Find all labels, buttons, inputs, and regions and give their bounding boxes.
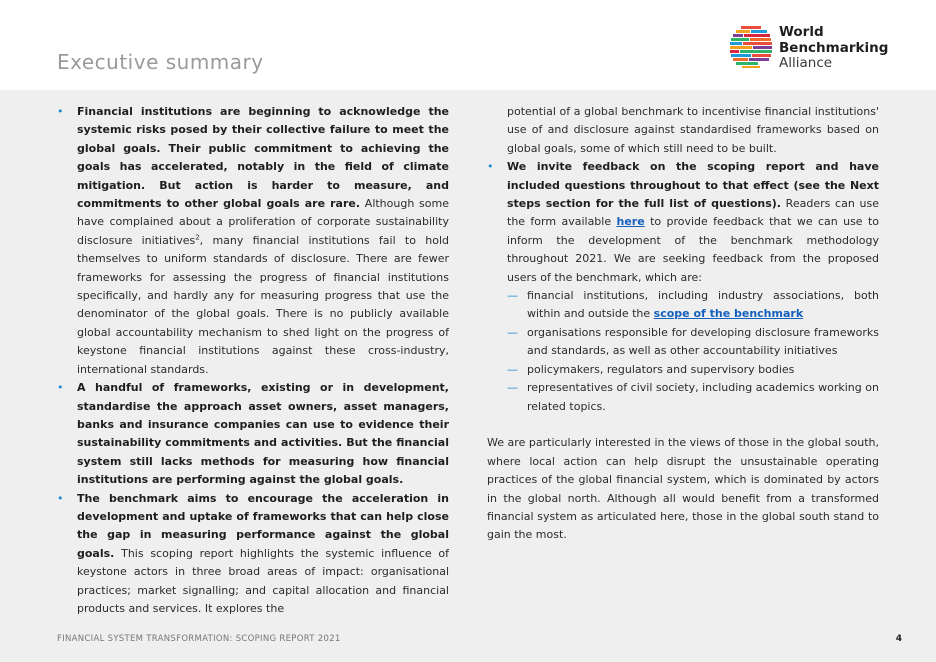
right-column xyxy=(487,103,879,545)
bullet-invite-feedback xyxy=(487,158,879,416)
bullet4-bold: We invite feedback on the scoping report and have included questions throughout to that effect (see the Next steps section for the full list of questions). xyxy=(507,160,879,211)
logo-line-world: World xyxy=(779,24,824,40)
scope-of-benchmark-link[interactable]: scope of the benchmark xyxy=(653,307,804,321)
summary-bullet-list xyxy=(57,103,449,618)
bullet3-text: This scoping report highlights the systemic influence of keystone actors in three broad areas of impact: organisational practices; market signalling; and capital allocation and financial products and services. It explores the xyxy=(77,546,449,615)
bullet-handful-of-frameworks xyxy=(57,379,449,489)
wba-wordmark xyxy=(779,25,888,72)
bullet4-text-b: to provide feedback that we can use to inform the development of the benchmark methodology throughout 2021. We are seeking feedback from the proposed users of the benchmark, which are: xyxy=(507,215,879,284)
bullet4-text-a: Readers can use the form available xyxy=(507,197,879,229)
footer-report-title: FINANCIAL SYSTEM TRANSFORMATION: SCOPING REPORT 2021 xyxy=(57,634,341,644)
dash-item-civil-society: — representatives of civil society, including academics working on related topics. xyxy=(507,379,879,416)
dash-item-financial-institutions xyxy=(507,287,879,324)
bullet2-bold: A handful of frameworks, existing or in development, standardise the approach asset owners, asset managers, banks and insurance companies can use to evidence their sustainability commitments and activities. But the financial system still lacks methods for measuring how financial institutions are performing against the global goals. xyxy=(77,381,449,487)
dash1-text: financial institutions, including industry associations, both within and outside the xyxy=(527,289,879,321)
bullet-benchmark-aims xyxy=(57,490,449,619)
bullet3-continuation: potential of a global benchmark to incentivise financial institutions' use of and disclosure against standardised frameworks based on global goals, some of which still need to be built. xyxy=(507,105,879,155)
left-column xyxy=(57,103,449,618)
global-south-paragraph: We are particularly interested in the views of those in the global south, where local action can help disrupt the unsustainable operating practices of the global financial system, which is dominated by actors in the global north. Although all would benefit from a transformed financial system as articulated here, those in the global south stand to gain the most. xyxy=(487,436,879,542)
dash-item-organisations: — organisations responsible for developing disclosure frameworks and standards, as well as other accountability initiatives xyxy=(507,324,879,361)
bullet1-text-b: , many financial institutions fail to hold themselves to uniform standards of disclosure. There are fewer frameworks for assessing the progress of financial institutions specifically, and hardly any for measuring progress that use the denominator of the global goals. There is no publicly available global accountability mechanism to shed light on the progress of keystone financial institutions against these cross-industry, international standards. xyxy=(77,233,449,376)
bullet-financial-institutions xyxy=(57,103,449,379)
wba-striped-globe-icon xyxy=(728,24,774,70)
page-header xyxy=(0,0,936,90)
dash-item-policymakers: — policymakers, regulators and supervisory bodies xyxy=(507,361,879,379)
proposed-users-list xyxy=(507,287,879,416)
page-number: 4 xyxy=(895,634,902,644)
bullet1-bold: Financial institutions are beginning to acknowledge the systemic risks posed by their collective failure to meet the global goals. Their public commitment to achieving the goals has accelerated, notably in the field of climate mitigation. But action is harder to measure, and commitments to other global goals are rare. xyxy=(77,105,449,211)
feedback-form-link[interactable]: here xyxy=(616,215,645,229)
page-title: Executive summary xyxy=(57,50,264,74)
bullet1-text-a: Although some have complained about a proliferation of corporate sustainability disclosure initiatives xyxy=(77,197,449,247)
logo-line-benchmarking: Benchmarking xyxy=(779,39,889,56)
bullet3-bold: The benchmark aims to encourage the acceleration in development and uptake of frameworks that can help close the gap in measuring performance against the global goals. xyxy=(77,491,449,560)
footnote-ref-2[interactable]: 2 xyxy=(195,233,200,242)
wba-logo xyxy=(728,22,888,72)
feedback-bullet-list xyxy=(487,158,879,416)
logo-line-alliance: Alliance xyxy=(779,55,833,71)
